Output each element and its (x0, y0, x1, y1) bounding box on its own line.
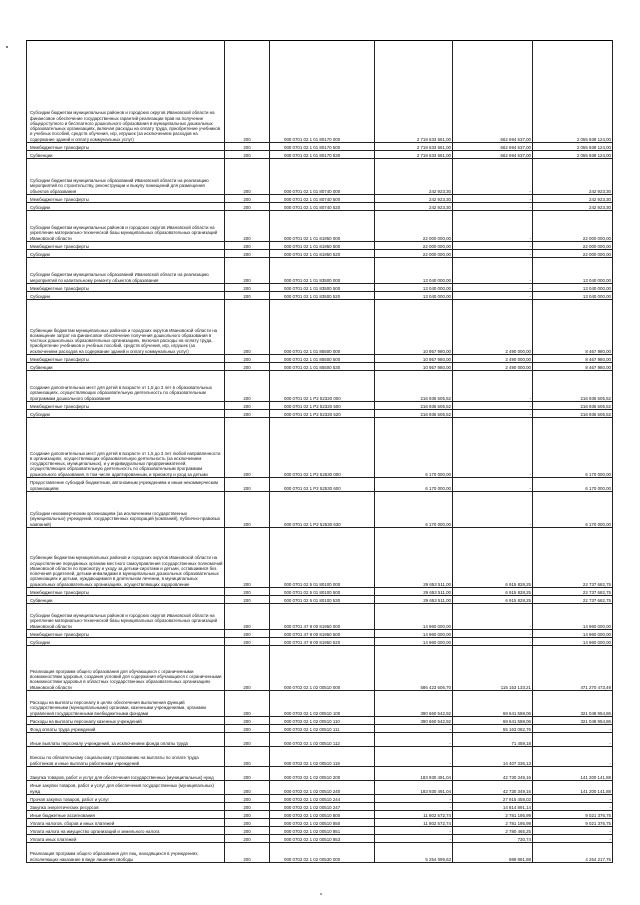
table-row (27, 284, 613, 292)
table-row (27, 402, 613, 410)
row-approved-amount: 216 936 505,52 (375, 410, 453, 418)
row-approved-amount: - (375, 733, 453, 747)
row-executed-amount: - (453, 242, 533, 250)
table-row (27, 596, 613, 604)
row-approved-amount: 11 802 572,74 (375, 819, 453, 827)
row-admin-code: 200 (225, 638, 270, 646)
row-classification-code: 000 0701 02 1 P2 52530 630 (270, 492, 375, 528)
row-unexecuted-amount: 14 960 000,00 (533, 638, 613, 646)
row-admin-code: 200 (225, 835, 270, 843)
row-executed-amount: 27 915 458,02 (453, 795, 533, 803)
row-name: Субвенции (27, 596, 225, 604)
row-classification-code: 000 0701 02 1 01 80170 000 (270, 41, 375, 143)
row-approved-amount: 22 000 000,00 (375, 242, 453, 250)
row-classification-code: 000 0701 02 1 01 80740 500 (270, 195, 375, 203)
table-row (27, 151, 613, 159)
row-unexecuted-amount: 22 000 000,00 (533, 242, 613, 250)
row-executed-amount: 14 407 336,13 (453, 747, 533, 767)
row-classification-code: 000 0702 02 1 02 00510 100 (270, 691, 375, 717)
row-admin-code: 200 (225, 717, 270, 725)
row-classification-code: 000 0701 02 1 01 85500 530 (270, 363, 375, 371)
row-approved-amount: 390 660 542,92 (375, 691, 453, 717)
row-name: Субсидии бюджетам муниципальных образований Ивановской области на реализацию мероприятий по капитальному ремонту объектов образования (27, 258, 225, 284)
table-row (27, 195, 613, 203)
row-admin-code: 200 (225, 733, 270, 747)
row-executed-amount: - (453, 418, 533, 478)
row-admin-code: 200 (225, 811, 270, 819)
row-executed-amount: - (453, 195, 533, 203)
row-admin-code: 200 (225, 630, 270, 638)
row-approved-amount: 14 960 000,00 (375, 604, 453, 630)
row-classification-code: 000 0702 02 1 02 00510 240 (270, 781, 375, 795)
row-executed-amount: - (453, 211, 533, 242)
row-executed-amount: 2 780 465,25 (453, 827, 533, 835)
row-approved-amount: 13 040 000,00 (375, 258, 453, 284)
table-row (27, 478, 613, 492)
table-row (27, 371, 613, 402)
row-executed-amount: - (453, 402, 533, 410)
row-name: Межбюджетные трансферты (27, 355, 225, 363)
row-admin-code: 200 (225, 300, 270, 355)
table-row (27, 203, 613, 211)
table-row (27, 803, 613, 811)
table-row (27, 143, 613, 151)
table-row (27, 767, 613, 781)
row-unexecuted-amount: 13 040 000,00 (533, 284, 613, 292)
row-classification-code: 000 0701 02 1 01 85500 000 (270, 300, 375, 355)
row-approved-amount: 22 000 000,00 (375, 211, 453, 242)
row-classification-code: 000 0701 02 1 01 81950 520 (270, 250, 375, 258)
row-name: Субвенции (27, 363, 225, 371)
row-approved-amount: 6 170 000,00 (375, 418, 453, 478)
row-classification-code: 000 0701 47 9 00 81950 000 (270, 604, 375, 630)
row-admin-code: 200 (225, 292, 270, 300)
row-executed-amount: - (453, 203, 533, 211)
row-admin-code: 200 (225, 478, 270, 492)
row-unexecuted-amount: 9 021 376,75 (533, 819, 613, 827)
row-classification-code: 000 0701 47 9 00 81950 500 (270, 630, 375, 638)
row-executed-amount: 115 153 133,21 (453, 646, 533, 691)
row-approved-amount: 390 660 542,92 (375, 717, 453, 725)
row-name: Субвенции бюджетам муниципальных районов и городских округов Ивановской области на возмещение затрат на финансовое обеспечение получения дошкольного образования в частных дошкольных образовательных организациях, включая расходы на оплату труда, приобретение учебников и учебных пособий, средств обучения, игр, игрушек (за исключением расходов на содержание зданий и оплату коммунальных услуг) (27, 300, 225, 355)
row-classification-code: 000 0702 02 1 02 00510 800 (270, 811, 375, 819)
row-executed-amount: 69 641 588,06 (453, 717, 533, 725)
row-admin-code: 200 (225, 819, 270, 827)
row-approved-amount: 2 718 633 661,00 (375, 151, 453, 159)
row-name: Субсидии бюджетам муниципальных районов и городских округов Ивановской области на укрепление материально-технической базы муниципальных образовательных организаций Ивановской области (27, 211, 225, 242)
row-classification-code: 000 0701 47 9 00 81950 520 (270, 638, 375, 646)
row-approved-amount: 216 936 505,52 (375, 371, 453, 402)
scan-mark (320, 893, 322, 895)
row-name: Субсидии бюджетам муниципальных районов и городских округов Ивановской области на финансовое обеспечение государственных гарантий реализации прав на получение общедоступного и бесплатного дошкольного образования в муниципальных дошкольных образовательных организациях, включая расходы на оплату труда, приобретение учебников и учебных пособий, средств обучения, игр, игрушек (за исключением расходов на содержание зданий и оплату коммунальных услуг) (27, 41, 225, 143)
row-name: Фонд оплаты труда учреждений (27, 725, 225, 733)
row-admin-code: 200 (225, 781, 270, 795)
row-classification-code: 000 0701 02 1 P2 52320 520 (270, 410, 375, 418)
row-executed-amount: 2 490 000,00 (453, 363, 533, 371)
row-name: Субсидии (27, 203, 225, 211)
row-admin-code: 200 (225, 410, 270, 418)
row-classification-code: 000 0702 02 1 02 00510 110 (270, 717, 375, 725)
row-classification-code: 000 0701 02 1 01 80170 500 (270, 143, 375, 151)
row-name: Субсидии (27, 250, 225, 258)
row-name: Межбюджетные трансферты (27, 143, 225, 151)
budget-execution-table (26, 40, 612, 863)
row-executed-amount: 2 781 195,99 (453, 811, 533, 819)
row-unexecuted-amount: - (533, 835, 613, 843)
row-admin-code: 200 (225, 250, 270, 258)
row-executed-amount: - (453, 159, 533, 195)
table-row (27, 258, 613, 284)
row-unexecuted-amount: 321 048 954,86 (533, 717, 613, 725)
row-unexecuted-amount: 216 936 505,52 (533, 371, 613, 402)
row-classification-code: 000 0701 02 5 01 80100 530 (270, 596, 375, 604)
row-approved-amount: 10 957 980,00 (375, 355, 453, 363)
row-name: Расходы на выплаты персоналу казенных учреждений (27, 717, 225, 725)
row-name: Межбюджетные трансферты (27, 284, 225, 292)
table-row (27, 646, 613, 691)
table-row (27, 747, 613, 767)
row-name: Прочая закупка товаров, работ и услуг (27, 795, 225, 803)
row-unexecuted-amount: 216 936 505,52 (533, 402, 613, 410)
row-classification-code: 000 0702 02 1 02 00510 853 (270, 835, 375, 843)
row-executed-amount: 2 781 195,99 (453, 819, 533, 827)
row-unexecuted-amount: 13 040 000,00 (533, 292, 613, 300)
row-approved-amount: 242 923,30 (375, 159, 453, 195)
row-executed-amount: 42 730 349,16 (453, 781, 533, 795)
row-admin-code: 200 (225, 528, 270, 588)
row-admin-code: 200 (225, 767, 270, 781)
table-row (27, 691, 613, 717)
row-name: Межбюджетные трансферты (27, 242, 225, 250)
table-row (27, 733, 613, 747)
table-row (27, 638, 613, 646)
row-approved-amount: 216 936 505,52 (375, 402, 453, 410)
table-row (27, 781, 613, 795)
row-admin-code: 200 (225, 211, 270, 242)
row-admin-code: 200 (225, 803, 270, 811)
row-approved-amount: - (375, 803, 453, 811)
row-unexecuted-amount: 22 000 000,00 (533, 250, 613, 258)
row-unexecuted-amount: 14 960 000,00 (533, 604, 613, 630)
row-unexecuted-amount: 14 960 000,00 (533, 630, 613, 638)
row-approved-amount: 11 802 572,74 (375, 811, 453, 819)
row-unexecuted-amount: 8 467 980,00 (533, 355, 613, 363)
row-approved-amount: - (375, 827, 453, 835)
table-row (27, 41, 613, 143)
row-approved-amount: 2 718 633 661,00 (375, 143, 453, 151)
row-unexecuted-amount: 8 467 980,00 (533, 300, 613, 355)
row-classification-code: 000 0702 02 1 02 00510 244 (270, 795, 375, 803)
row-unexecuted-amount: 6 170 000,00 (533, 492, 613, 528)
row-unexecuted-amount: 4 264 217,75 (533, 843, 613, 863)
row-classification-code: 000 0701 02 1 01 80170 530 (270, 151, 375, 159)
row-admin-code: 200 (225, 418, 270, 478)
row-executed-amount: 2 490 000,00 (453, 300, 533, 355)
row-classification-code: 000 0702 02 1 02 00510 119 (270, 747, 375, 767)
row-approved-amount: 6 170 000,00 (375, 478, 453, 492)
row-classification-code: 000 0701 02 1 01 83500 000 (270, 258, 375, 284)
row-approved-amount: 29 653 511,00 (375, 528, 453, 588)
row-unexecuted-amount: 242 923,30 (533, 159, 613, 195)
row-admin-code: 200 (225, 492, 270, 528)
row-executed-amount: - (453, 250, 533, 258)
row-approved-amount: 2 718 633 661,00 (375, 41, 453, 143)
row-executed-amount: - (453, 638, 533, 646)
row-executed-amount: 69 641 588,06 (453, 691, 533, 717)
row-name: Создание дополнительных мест для детей в возрасте от 1,5 до 3 лет любой направленности в организациях, осуществляющих образовательную деятельность (за исключением государственных, муниципальных), и у индивидуальных предпринимателей, осуществляющих образовательную деятельность по образовательным программам дошкольного образования, в том числе адаптированным, и присмотр и уход за детьми (27, 418, 225, 478)
row-unexecuted-amount: - (533, 827, 613, 835)
row-classification-code: 000 0702 02 1 02 00530 000 (270, 843, 375, 863)
row-approved-amount: - (375, 835, 453, 843)
row-approved-amount: 183 930 491,04 (375, 767, 453, 781)
row-approved-amount: 6 170 000,00 (375, 492, 453, 528)
row-approved-amount: 183 930 491,04 (375, 781, 453, 795)
row-executed-amount: - (453, 371, 533, 402)
row-unexecuted-amount: 321 048 954,86 (533, 691, 613, 717)
row-unexecuted-amount: - (533, 725, 613, 733)
row-executed-amount: 42 730 349,16 (453, 767, 533, 781)
row-admin-code: 200 (225, 827, 270, 835)
row-approved-amount: - (375, 795, 453, 803)
table-row (27, 242, 613, 250)
table-row (27, 159, 613, 195)
row-name: Уплата иных платежей (27, 835, 225, 843)
row-admin-code: 200 (225, 843, 270, 863)
row-name: Расходы на выплаты персоналу в целях обеспечения выполнения функций государственными (муниципальными) органами, казенными учреждениями, органами управления государственными внебюджетными фондами (27, 691, 225, 717)
row-unexecuted-amount: 13 040 000,00 (533, 258, 613, 284)
row-classification-code: 000 0701 02 1 01 81950 000 (270, 211, 375, 242)
table-row (27, 630, 613, 638)
row-admin-code: 200 (225, 355, 270, 363)
row-name: Межбюджетные трансферты (27, 402, 225, 410)
row-admin-code: 200 (225, 363, 270, 371)
row-approved-amount: 10 957 980,00 (375, 363, 453, 371)
table-row (27, 211, 613, 242)
row-name: Закупка товаров, работ и услуг для обеспечения государственных (муниципальных) нужд (27, 767, 225, 781)
row-admin-code: 200 (225, 41, 270, 143)
row-executed-amount: 6 915 828,25 (453, 588, 533, 596)
row-executed-amount: 662 694 537,00 (453, 151, 533, 159)
row-executed-amount: 6 915 828,25 (453, 596, 533, 604)
row-approved-amount: 14 960 000,00 (375, 638, 453, 646)
row-unexecuted-amount: 141 200 141,88 (533, 767, 613, 781)
table-row (27, 300, 613, 355)
table-row (27, 250, 613, 258)
row-admin-code: 200 (225, 143, 270, 151)
row-admin-code: 200 (225, 588, 270, 596)
row-unexecuted-amount: 2 055 938 124,00 (533, 151, 613, 159)
row-approved-amount: 10 957 980,00 (375, 300, 453, 355)
row-approved-amount: 586 423 606,70 (375, 646, 453, 691)
table-row (27, 811, 613, 819)
row-unexecuted-amount: - (533, 733, 613, 747)
row-admin-code: 200 (225, 402, 270, 410)
row-executed-amount: 662 694 537,00 (453, 143, 533, 151)
row-executed-amount: - (453, 292, 533, 300)
row-unexecuted-amount: 6 170 000,00 (533, 418, 613, 478)
row-executed-amount: 71 459,18 (453, 733, 533, 747)
row-executed-amount: - (453, 604, 533, 630)
row-unexecuted-amount: 242 923,30 (533, 203, 613, 211)
table-row (27, 819, 613, 827)
row-classification-code: 000 0702 02 1 02 00510 850 (270, 819, 375, 827)
row-name: Субвенции (27, 151, 225, 159)
row-name: Предоставление субсидий бюджетным, автономным учреждениям и иным некоммерческим организациям (27, 478, 225, 492)
row-executed-amount: - (453, 478, 533, 492)
row-approved-amount: 13 040 000,00 (375, 284, 453, 292)
row-admin-code: 200 (225, 747, 270, 767)
row-executed-amount: 989 881,88 (453, 843, 533, 863)
row-name: Межбюджетные трансферты (27, 630, 225, 638)
row-name: Иные бюджетные ассигнования (27, 811, 225, 819)
row-unexecuted-amount: 6 170 000,00 (533, 478, 613, 492)
row-name: Уплата налогов, сборов и иных платежей (27, 819, 225, 827)
row-admin-code: 200 (225, 596, 270, 604)
row-executed-amount: 662 694 537,00 (453, 41, 533, 143)
row-unexecuted-amount: 471 270 473,49 (533, 646, 613, 691)
row-approved-amount: 13 040 000,00 (375, 292, 453, 300)
row-executed-amount: 55 163 082,76 (453, 725, 533, 733)
row-unexecuted-amount: 216 936 505,52 (533, 410, 613, 418)
row-executed-amount: - (453, 410, 533, 418)
row-name: Межбюджетные трансферты (27, 588, 225, 596)
table-row (27, 363, 613, 371)
row-classification-code: 000 0701 02 1 P2 52530 000 (270, 418, 375, 478)
row-name: Реализация программ общего образования для обучающихся с ограниченными возможностями здоровья, создания условий для содержания обучающихся с ограниченными возможностями здоровья в областных государственных образовательных организациях Ивановской области (27, 646, 225, 691)
row-classification-code: 000 0701 02 1 01 85500 500 (270, 355, 375, 363)
table-row (27, 410, 613, 418)
row-admin-code: 200 (225, 195, 270, 203)
row-name: Закупка энергетических ресурсов (27, 803, 225, 811)
table-row (27, 418, 613, 478)
row-admin-code: 200 (225, 258, 270, 284)
row-unexecuted-amount: - (533, 803, 613, 811)
row-name: Субсидии (27, 410, 225, 418)
row-classification-code: 000 0701 02 1 01 81950 500 (270, 242, 375, 250)
row-name: Создание дополнительных мест для детей в возрасте от 1,5 до 3 лет в образовательных организациях, осуществляющих образовательную деятельность по образовательным программам дошкольного образования (27, 371, 225, 402)
row-classification-code: 000 0702 02 1 02 00510 247 (270, 803, 375, 811)
row-admin-code: 200 (225, 151, 270, 159)
row-admin-code: 200 (225, 203, 270, 211)
row-unexecuted-amount: 22 000 000,00 (533, 211, 613, 242)
row-name: Иные выплаты персоналу учреждений, за исключением фонда оплаты труда (27, 733, 225, 747)
row-name: Уплата налога на имущество организаций и земельного налога (27, 827, 225, 835)
row-classification-code: 000 0702 02 1 02 00510 112 (270, 733, 375, 747)
row-classification-code: 000 0702 02 1 02 00510 000 (270, 646, 375, 691)
row-classification-code: 000 0701 02 1 01 83500 500 (270, 284, 375, 292)
row-approved-amount: 242 923,30 (375, 195, 453, 203)
row-approved-amount: 242 923,30 (375, 203, 453, 211)
row-admin-code: 200 (225, 159, 270, 195)
row-classification-code: 000 0701 02 1 P2 52320 500 (270, 402, 375, 410)
table-row (27, 528, 613, 588)
row-approved-amount: - (375, 725, 453, 733)
table-row (27, 795, 613, 803)
row-admin-code: 200 (225, 725, 270, 733)
row-unexecuted-amount: - (533, 747, 613, 767)
row-approved-amount: 14 960 000,00 (375, 630, 453, 638)
row-classification-code: 000 0701 02 5 01 80100 000 (270, 528, 375, 588)
row-unexecuted-amount: - (533, 795, 613, 803)
table-row (27, 292, 613, 300)
row-classification-code: 000 0701 02 1 P2 52320 000 (270, 371, 375, 402)
row-executed-amount: 730,74 (453, 835, 533, 843)
row-executed-amount: 2 490 000,00 (453, 355, 533, 363)
row-admin-code: 200 (225, 242, 270, 250)
row-name: Субвенции бюджетам муниципальных районов и городских округов Ивановской области на осуществление переданных органам местного самоуправления государственных полномочий Ивановской области по присмотру и уходу за детьми-сиротами и детьми, оставшимися без попечения родителей, детьми-инвалидами в муниципальных дошкольных образовательных организациях и детьми, нуждающимися в длительном лечении, в муниципальных дошкольных образовательных организациях, осуществляющих оздоровление (27, 528, 225, 588)
table-row (27, 492, 613, 528)
row-classification-code: 000 0702 02 1 02 00510 200 (270, 767, 375, 781)
table-row (27, 717, 613, 725)
row-admin-code: 200 (225, 371, 270, 402)
row-unexecuted-amount: 141 200 141,88 (533, 781, 613, 795)
table-row (27, 843, 613, 863)
row-classification-code: 000 0701 02 1 01 80740 000 (270, 159, 375, 195)
row-executed-amount: - (453, 492, 533, 528)
row-classification-code: 000 0702 02 1 02 00510 851 (270, 827, 375, 835)
table-row (27, 355, 613, 363)
row-approved-amount: - (375, 747, 453, 767)
row-name: Иные закупки товаров, работ и услуг для обеспечения государственных (муниципальных) нужд (27, 781, 225, 795)
row-admin-code: 200 (225, 284, 270, 292)
table-row (27, 827, 613, 835)
table-row (27, 835, 613, 843)
table-row (27, 604, 613, 630)
row-unexecuted-amount: 9 021 376,75 (533, 811, 613, 819)
row-name: Субсидии (27, 638, 225, 646)
row-name: Реализация программ общего образования для лиц, находящихся в учреждениях, исполняющих наказание в виде лишения свободы (27, 843, 225, 863)
row-name: Субсидии некоммерческим организациям (за исключением государственных (муниципальных) учреждений, государственных корпораций (компаний), публично-правовых компаний) (27, 492, 225, 528)
row-approved-amount: 5 254 099,63 (375, 843, 453, 863)
row-unexecuted-amount: 8 467 980,00 (533, 363, 613, 371)
row-admin-code: 200 (225, 795, 270, 803)
scan-mark (6, 46, 8, 48)
row-classification-code: 000 0701 02 1 01 80740 520 (270, 203, 375, 211)
row-unexecuted-amount: 2 055 938 124,00 (533, 41, 613, 143)
row-executed-amount: - (453, 284, 533, 292)
table-row (27, 588, 613, 596)
row-classification-code: 000 0701 02 1 01 83500 520 (270, 292, 375, 300)
row-name: Субсидии бюджетам муниципальных районов и городских округов Ивановской области на укрепление материально-технической базы муниципальных образовательных организаций Ивановской области (27, 604, 225, 630)
row-name: Субсидии бюджетам муниципальных образований Ивановской области на реализацию мероприятий по строительству, реконструкции и выкупу помещений для размещения объектов образования (27, 159, 225, 195)
row-executed-amount: - (453, 630, 533, 638)
row-executed-amount: 6 915 828,25 (453, 528, 533, 588)
row-unexecuted-amount: 2 055 938 124,00 (533, 143, 613, 151)
row-classification-code: 000 0701 02 5 01 80100 500 (270, 588, 375, 596)
row-admin-code: 200 (225, 646, 270, 691)
row-name: Взносы по обязательному социальному страхованию на выплаты по оплате труда работников и иные выплаты работникам учреждений (27, 747, 225, 767)
row-executed-amount: 14 814 891,14 (453, 803, 533, 811)
row-name: Межбюджетные трансферты (27, 195, 225, 203)
row-unexecuted-amount: 22 737 682,75 (533, 588, 613, 596)
row-unexecuted-amount: 242 923,30 (533, 195, 613, 203)
table-row (27, 725, 613, 733)
row-classification-code: 000 0702 02 1 02 00510 111 (270, 725, 375, 733)
row-admin-code: 200 (225, 691, 270, 717)
row-admin-code: 200 (225, 604, 270, 630)
row-unexecuted-amount: 22 737 682,75 (533, 596, 613, 604)
row-name: Субсидии (27, 292, 225, 300)
row-approved-amount: 29 653 511,00 (375, 596, 453, 604)
row-classification-code: 000 0701 02 1 P2 52530 600 (270, 478, 375, 492)
row-approved-amount: 29 653 511,00 (375, 588, 453, 596)
row-unexecuted-amount: 22 737 682,75 (533, 528, 613, 588)
row-approved-amount: 22 000 000,00 (375, 250, 453, 258)
row-executed-amount: - (453, 258, 533, 284)
